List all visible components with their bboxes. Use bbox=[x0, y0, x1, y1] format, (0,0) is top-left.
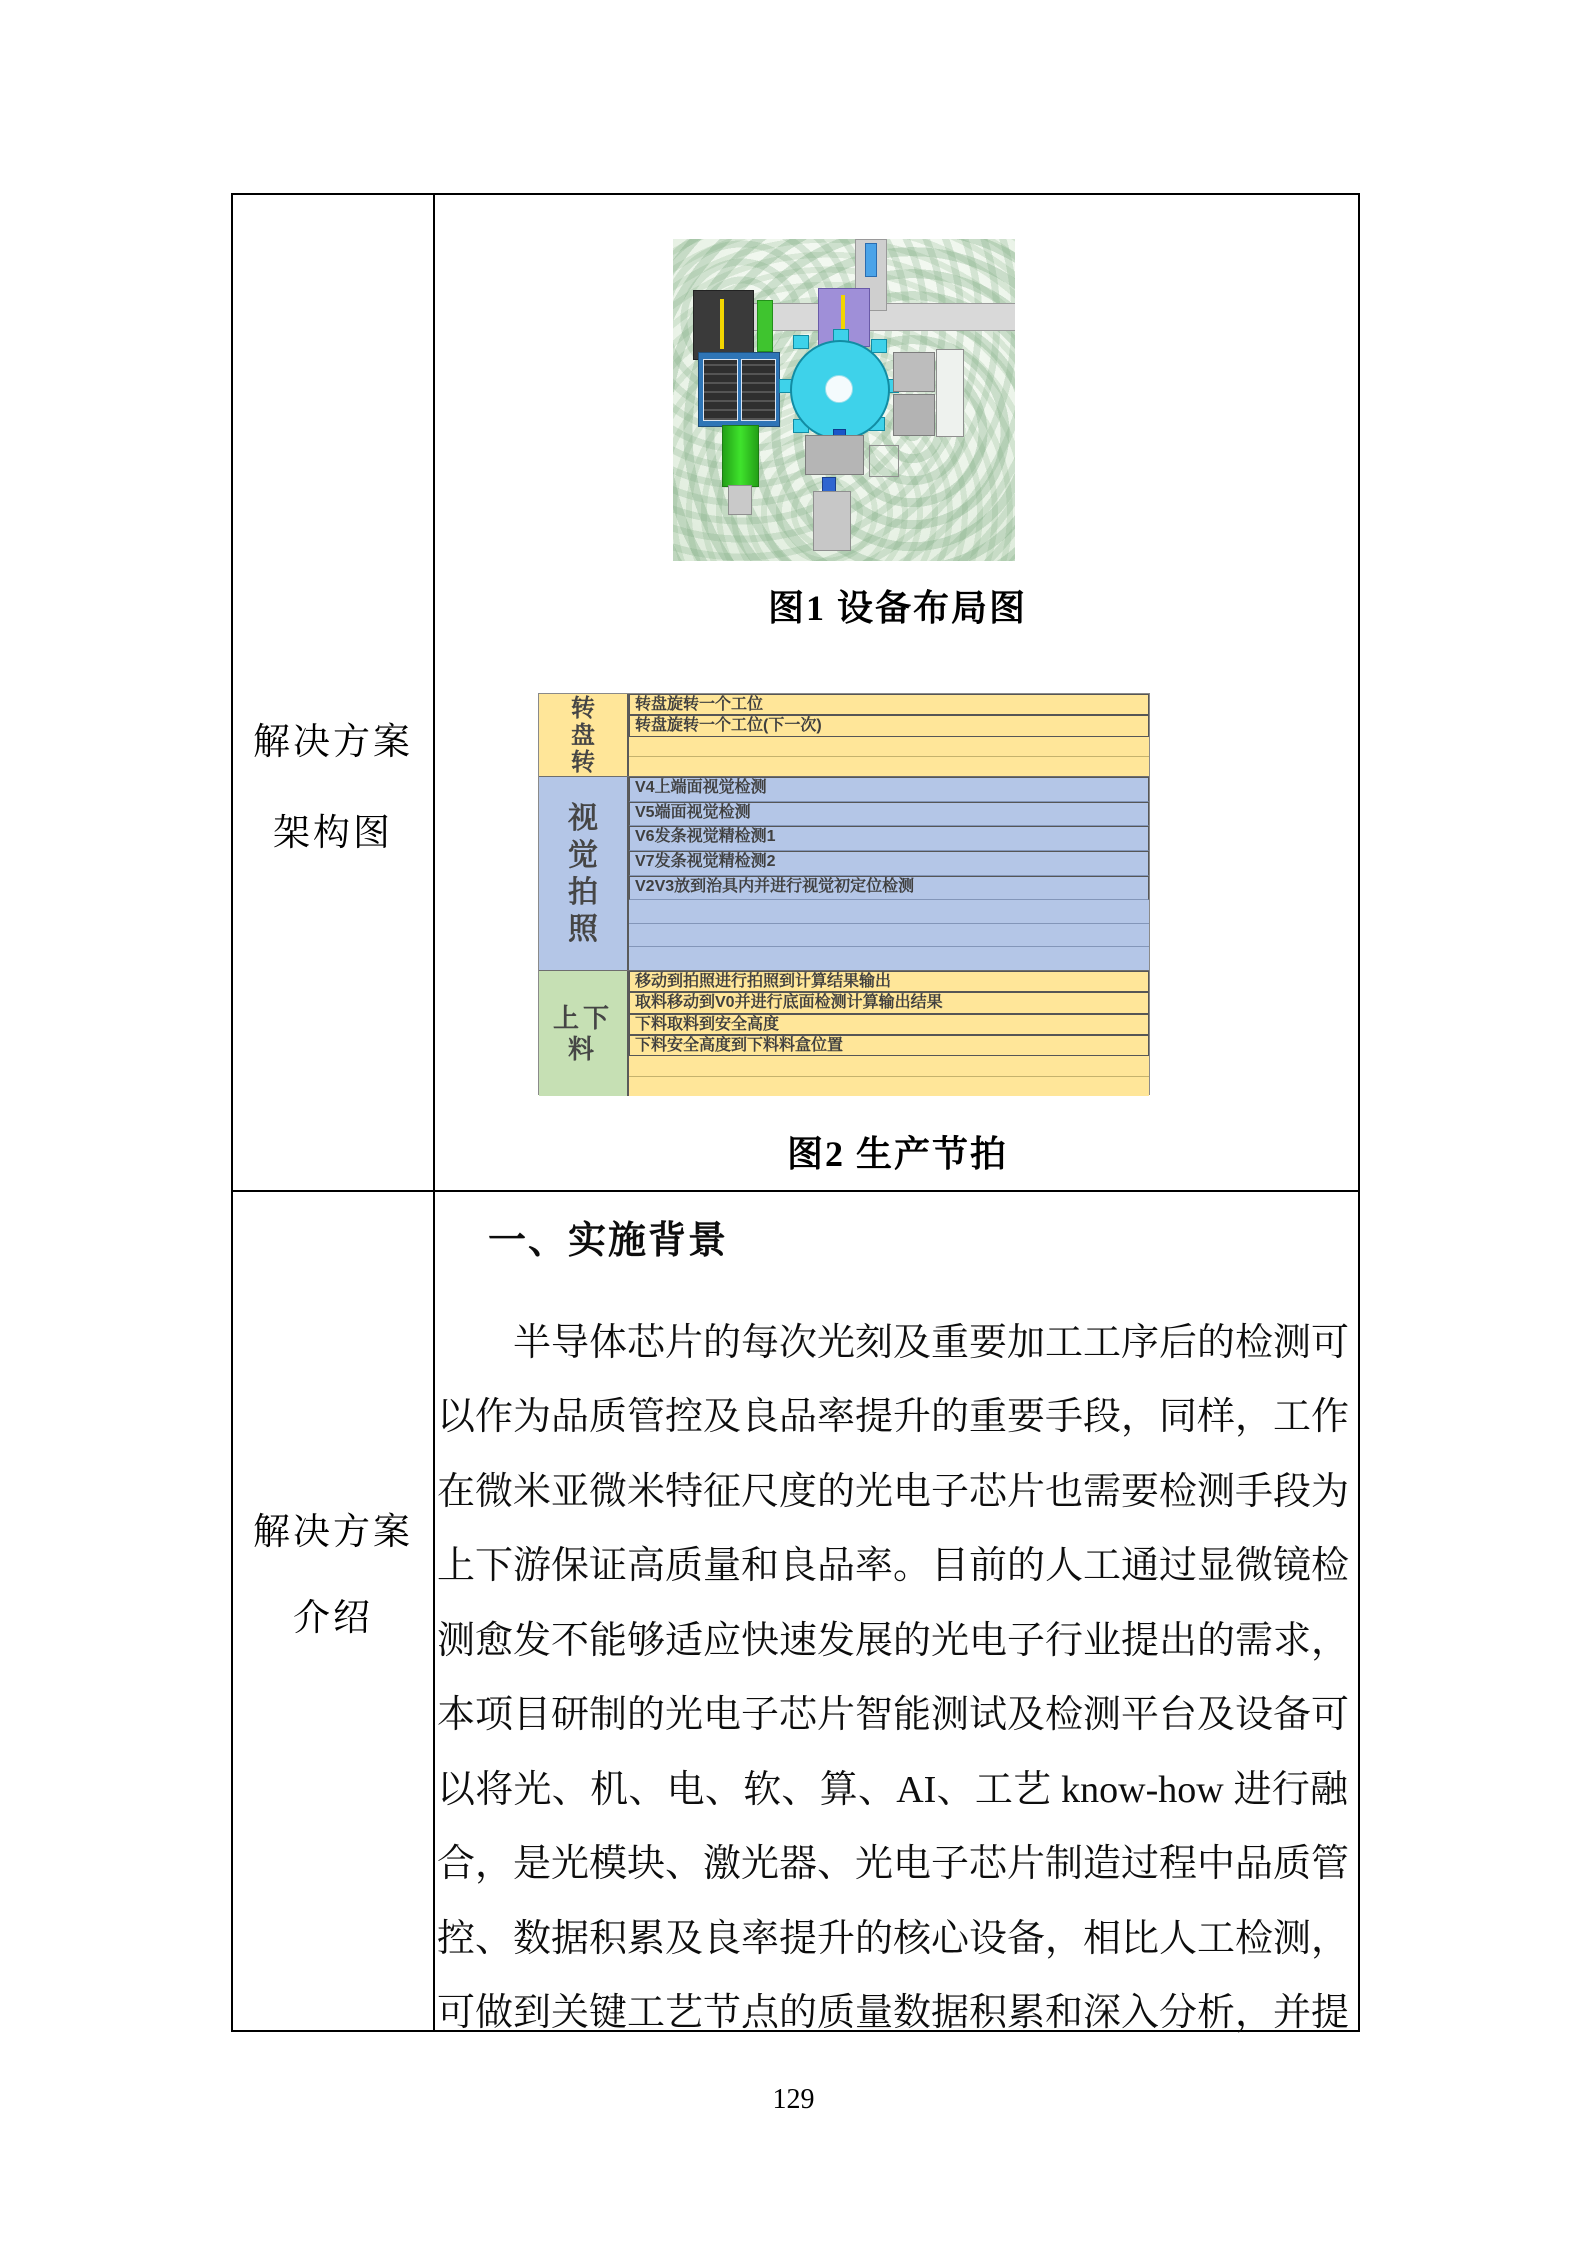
solution-intro-text bbox=[437, 1204, 1348, 2051]
row1-label-line2: 架构图 bbox=[273, 813, 393, 854]
takt-bar: V6发条视觉精检测1 bbox=[629, 826, 1149, 851]
figure1-caption: 图1 设备布局图 bbox=[767, 588, 1027, 628]
pallet-grid-right bbox=[741, 359, 776, 421]
takt-row-empty bbox=[629, 900, 1149, 924]
turntable-center-hole bbox=[825, 375, 853, 403]
paragraph-line: 合，是光模块、激光器、光电子芯片制造过程中品质管 bbox=[437, 1843, 1350, 1885]
takt-bar: V7发条视觉精检测2 bbox=[629, 851, 1149, 876]
takt-section-label: 视觉拍照 bbox=[539, 777, 629, 970]
paragraph-line: 本项目研制的光电子芯片智能测试及检测平台及设备可 bbox=[437, 1694, 1350, 1736]
takt-bar: V4上端面视觉检测 bbox=[629, 777, 1149, 802]
green-tower-shape bbox=[722, 425, 759, 487]
takt-bar: 移动到拍照进行拍照到计算结果输出 bbox=[629, 971, 1149, 992]
figure2-caption: 图2 生产节拍 bbox=[786, 1134, 1008, 1174]
rail-cap-shape bbox=[865, 243, 877, 277]
paragraph-line: 在微米亚微米特征尺度的光电子芯片也需要检测手段为 bbox=[437, 1470, 1350, 1513]
takt-bar: 转盘旋转一个工位 bbox=[629, 694, 1149, 715]
pallet-grid-left bbox=[703, 359, 738, 421]
outline-box-shape bbox=[869, 445, 899, 477]
takt-section-loading bbox=[539, 970, 1149, 1096]
takt-row-empty bbox=[629, 737, 1149, 757]
row1-label-line1: 解决方案 bbox=[253, 722, 413, 763]
page-number: 129 bbox=[772, 2084, 815, 2115]
takt-bar: 转盘旋转一个工位(下一次) bbox=[629, 715, 1149, 736]
paragraph-line: 半导体芯片的每次光刻及重要加工工序后的检测可 bbox=[513, 1321, 1350, 1364]
gray-module-shape bbox=[893, 352, 935, 392]
figure1-equipment-layout-image bbox=[673, 239, 1015, 561]
gray-module-shape bbox=[893, 394, 935, 436]
paragraph-line: 上下游保证高质量和良品率。目前的人工通过显微镜检 bbox=[437, 1545, 1350, 1587]
takt-row-empty bbox=[629, 924, 1149, 948]
takt-bar: 下料取料到安全高度 bbox=[629, 1014, 1149, 1035]
paragraph-line: 可做到关键工艺节点的质量数据积累和深入分析，并提 bbox=[437, 1992, 1350, 2034]
row2-label-line1: 解决方案 bbox=[253, 1512, 413, 1553]
paragraph-line: 以将光、机、电、软、算、AI、工艺 know-how 进行融 bbox=[437, 1768, 1348, 1811]
takt-section-label: 上下料 bbox=[539, 971, 629, 1096]
takt-row-empty bbox=[629, 1077, 1149, 1096]
paragraph-line: 控、数据积累及良率提升的核心设备，相比人工检测， bbox=[437, 1917, 1350, 1960]
table-column-divider bbox=[433, 193, 435, 2032]
outline-frame-shape bbox=[936, 349, 964, 437]
takt-row-empty bbox=[629, 947, 1149, 970]
takt-bar: 取料移动到V0并进行底面检测计算输出结果 bbox=[629, 992, 1149, 1013]
paragraph-line: 以作为品质管控及良品率提升的重要手段，同样，工作 bbox=[437, 1396, 1350, 1438]
takt-section-vision bbox=[539, 776, 1149, 970]
bottom-stem-shape bbox=[813, 491, 851, 551]
dial-station-shape bbox=[871, 339, 887, 353]
plunger-shape bbox=[728, 485, 752, 515]
takt-bar: V2V3放到治具内并进行视觉初定位检测 bbox=[629, 876, 1149, 901]
figure2-takt-chart bbox=[538, 693, 1150, 1095]
takt-bar: V5端面视觉检测 bbox=[629, 802, 1149, 827]
dark-module-shape bbox=[693, 290, 754, 360]
takt-section-label: 转盘转 bbox=[539, 694, 629, 776]
takt-row-empty bbox=[629, 757, 1149, 776]
takt-section-rotary bbox=[539, 694, 1149, 776]
section-heading: 一、实施背景 bbox=[488, 1220, 729, 1262]
takt-bar: 下料安全高度到下料料盒位置 bbox=[629, 1035, 1149, 1056]
takt-row-empty bbox=[629, 1056, 1149, 1076]
pallet-frame-shape bbox=[698, 352, 780, 427]
paragraph-line: 测愈发不能够适应快速发展的光电子行业提出的需求， bbox=[437, 1619, 1350, 1662]
bottom-module-shape bbox=[805, 435, 864, 475]
row2-label-line2: 介绍 bbox=[293, 1598, 373, 1639]
dial-station-shape bbox=[793, 335, 809, 349]
green-strip-shape bbox=[757, 300, 773, 352]
table-row-divider bbox=[231, 1190, 1360, 1192]
